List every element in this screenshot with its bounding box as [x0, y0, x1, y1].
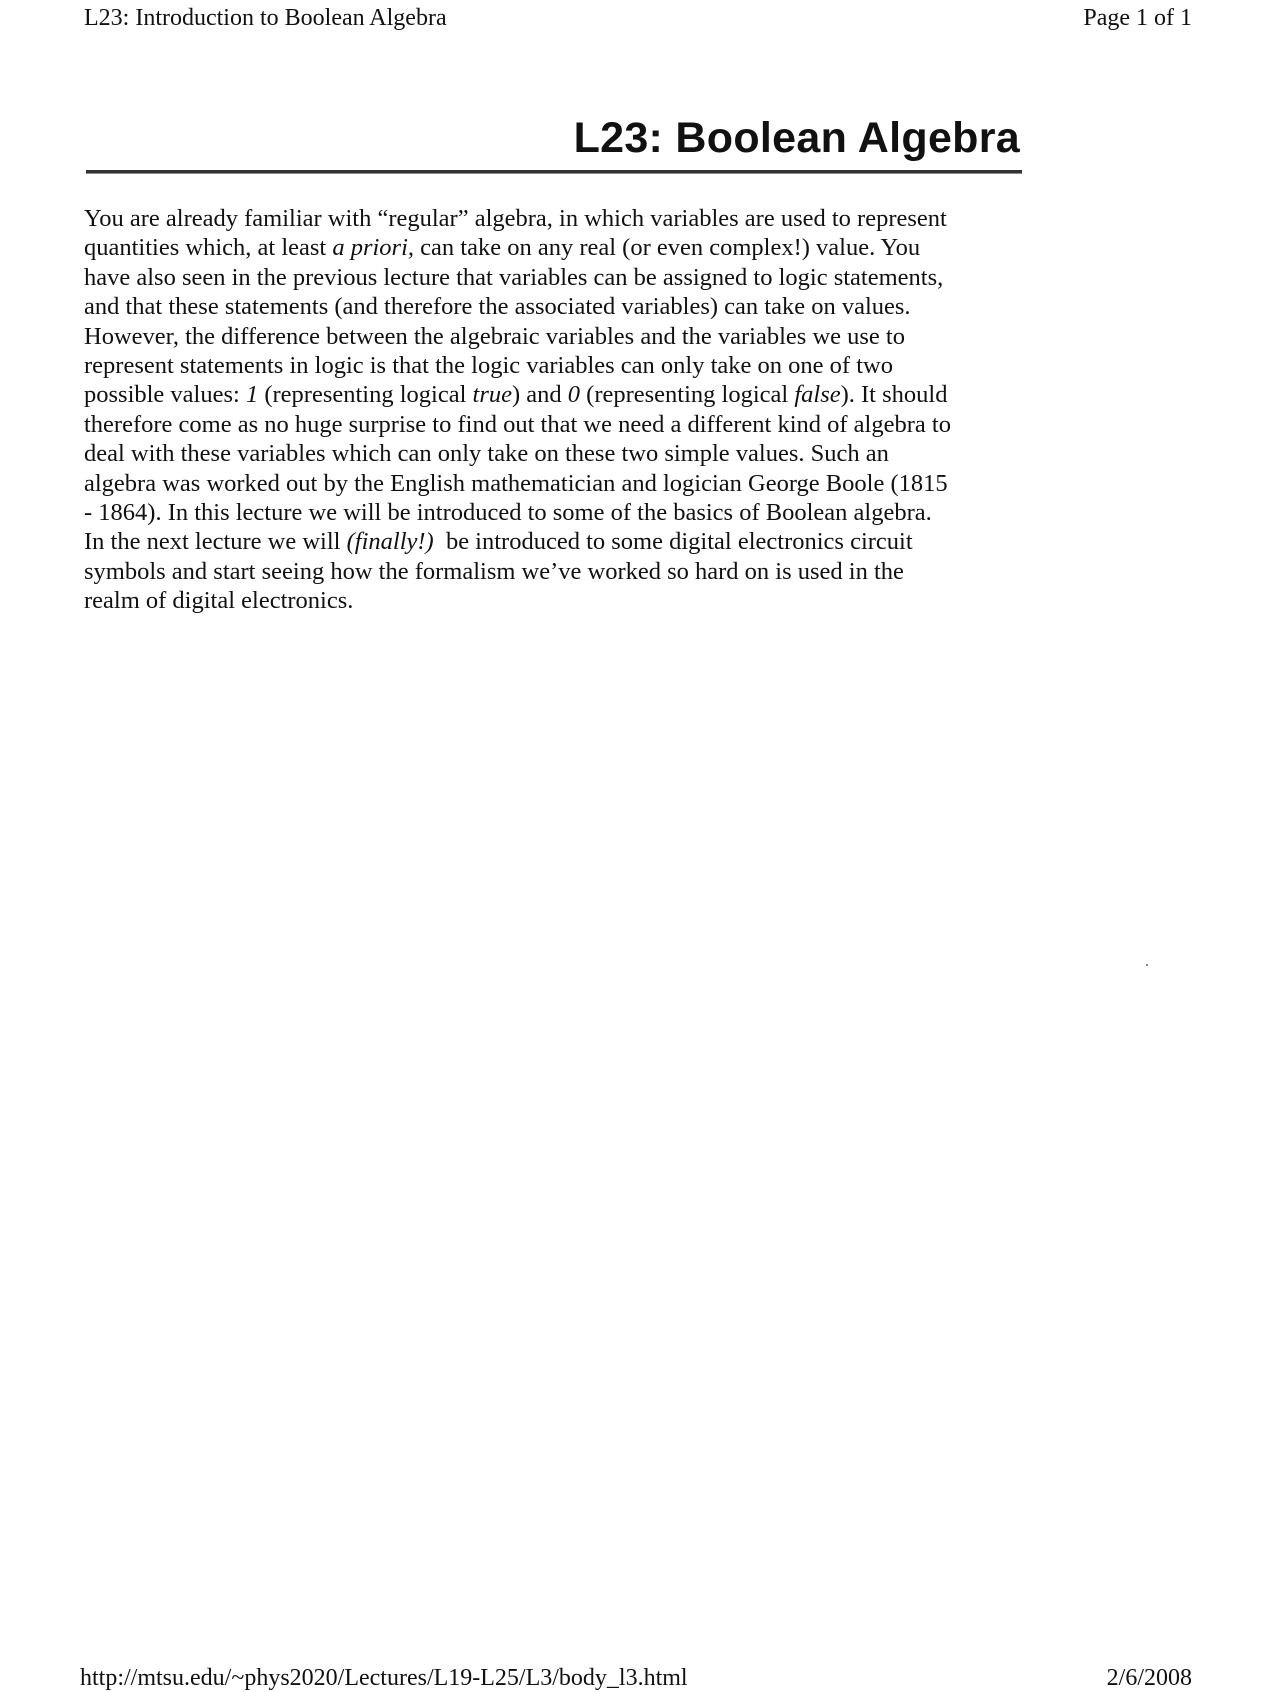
intro-line: algebra was worked out by the English mathematician and logician George Boole (1815: [84, 469, 948, 497]
emphasis-one: 1: [245, 381, 259, 409]
intro-line: You are already familiar with “regular” algebra, in which variables are used to represent: [84, 205, 947, 232]
print-header-title: L23: Introduction to Boolean Algebra: [84, 5, 447, 31]
intro-line: However, the difference between the algebraic variables and the variables we use to: [84, 322, 905, 350]
intro-line: deal with these variables which can only take on these two simple values. Such an: [84, 440, 889, 468]
emphasis-zero: 0: [567, 381, 581, 409]
intro-line: represent statements in logic is that the logic variables can only take on one of two: [84, 352, 893, 380]
intro-line: symbols and start seeing how the formalism we’ve worked so hard on is used in the: [84, 557, 904, 585]
emphasis-a-priori: a priori,: [332, 234, 415, 262]
print-header-page-number: Page 1 of 1: [1083, 5, 1192, 31]
intro-line: In the next lecture we will (finally!) be introduced to some digital electronics circuit: [84, 528, 913, 556]
intro-paragraph: [84, 204, 1044, 616]
intro-line: realm of digital electronics.: [84, 587, 354, 615]
intro-line: have also seen in the previous lecture that variables can be assigned to logic statements,: [84, 263, 944, 291]
intro-line: - 1864). In this lecture we will be introduced to some of the basics of Boolean algebra.: [84, 499, 932, 527]
emphasis-false: false: [794, 381, 841, 409]
print-footer-url: http://mtsu.edu/~phys2020/Lectures/L19-L25/L3/body_l3.html: [80, 1665, 688, 1691]
title-divider: [86, 170, 1022, 174]
intro-line: possible values: 1 (representing logical true) and 0 (representing logical false). It should: [84, 381, 948, 409]
intro-line: and that these statements (and therefore the associated variables) can take on values.: [84, 293, 911, 321]
emphasis-finally: (finally!): [346, 528, 434, 556]
scan-speck: [1146, 964, 1148, 966]
page-title: L23: Boolean Algebra: [573, 114, 1020, 162]
print-footer-date: 2/6/2008: [1106, 1665, 1192, 1691]
emphasis-true: true: [472, 381, 512, 409]
intro-line: therefore come as no huge surprise to find out that we need a different kind of algebra to: [84, 410, 951, 438]
intro-line: quantities which, at least a priori, can take on any real (or even complex!) value. You: [84, 234, 921, 262]
